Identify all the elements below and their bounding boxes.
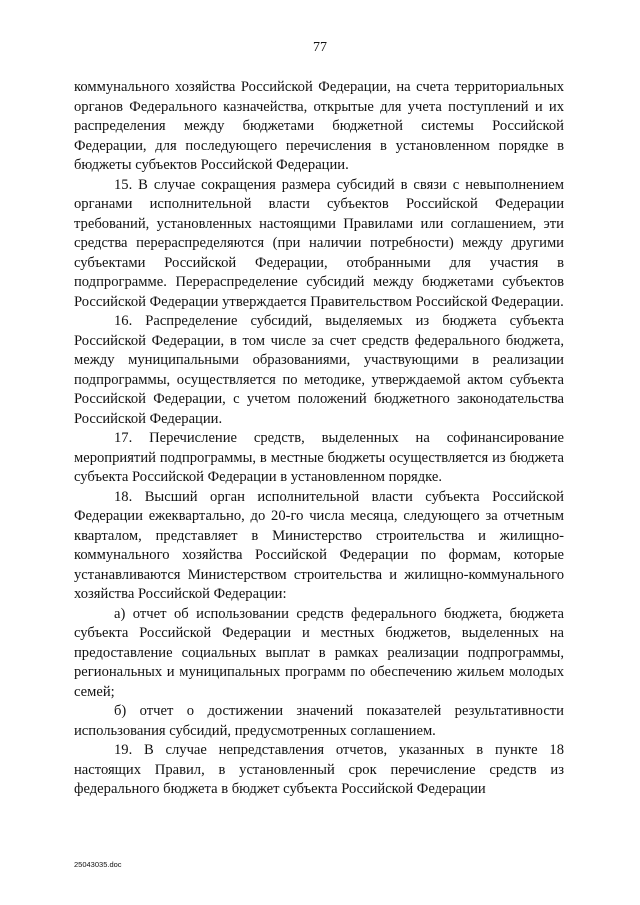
paragraph-18-a: а) отчет об использовании средств федерального бюджета, бюджета субъекта Российской Федерации и местных бюджетов, выделенных на предоставление социальных выплат в рамках реализации подпрограммы, региональных и муниципальных программ по обеспечению жильем молодых семей;	[74, 605, 564, 700]
file-name-footer: 25043035.doc	[74, 860, 122, 869]
paragraph-continuation: коммунального хозяйства Российской Федерации, на счета территориальных органов Федерального казначейства, открытые для учета поступлений и их распределения между бюджетами бюджетной системы Российской Федерации, для последующего перечисления в установленном порядке в бюджеты субъектов Российской Федерации.	[74, 79, 564, 173]
paragraph-18-b: б) отчет о достижении значений показателей результативности использования субсидий, предусмотренных соглашением.	[74, 703, 564, 739]
paragraph-15: 15. В случае сокращения размера субсидий в связи с невыполнением органами исполнительной власти субъектов Российской Федерации требований, установленных настоящими Правилами или соглашением, эти средства перераспределяются (при наличии потребности) между другими субъектами Российской Федерации, отобранными для участия в подпрограмме. Перераспределение субсидий между бюджетами субъектов Российской Федерации утверждается Правительством Российской Федерации.	[74, 176, 564, 310]
paragraph-17: 17. Перечисление средств, выделенных на софинансирование мероприятий подпрограммы, в местные бюджеты осуществляется из бюджета субъекта Российской Федерации в установленном порядке.	[74, 430, 564, 485]
paragraph-18: 18. Высший орган исполнительной власти субъекта Российской Федерации ежеквартально, до 20-го числа месяца, следующего за отчетным кварталом, представляет в Министерство строительства и жилищно-коммунального хозяйства Российской Федерации по формам, которые устанавливаются Министерством строительства и жилищно-коммунального хозяйства Российской Федерации:	[74, 488, 564, 602]
body-text	[74, 78, 564, 800]
paragraph-16: 16. Распределение субсидий, выделяемых из бюджета субъекта Российской Федерации, в том числе за счет средств федерального бюджета, между муниципальными образованиями, участвующими в реализации подпрограммы, осуществляется по методике, утверждаемой актом субъекта Российской Федерации, с учетом положений бюджетного законодательства Российской Федерации.	[74, 313, 564, 427]
paragraph-19: 19. В случае непредставления отчетов, указанных в пункте 18 настоящих Правил, в установленный срок перечисление средств из федерального бюджета в бюджет субъекта Российской Федерации	[74, 742, 564, 797]
page-number: 77	[313, 40, 327, 55]
